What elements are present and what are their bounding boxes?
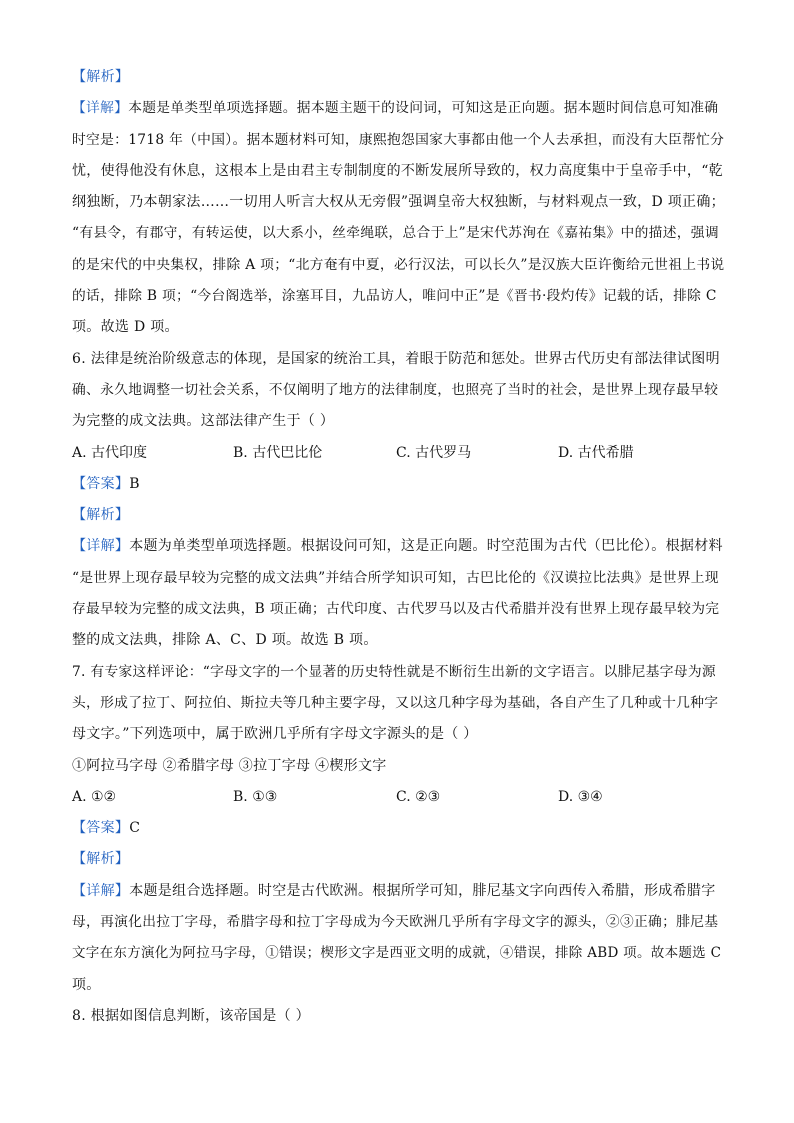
question-items: ①阿拉马字母 ②希腊字母 ③拉丁字母 ④楔形文字	[72, 757, 387, 774]
detail-line: 的话，排除 B 项；“今台阁选举，涂塞耳目，九品访人，唯问中正”是《晋书·段灼传》记载的话，排除 C	[72, 288, 717, 305]
detail-line: 的是宋代的中央集权，排除 A 项；“北方奄有中夏，必行汉法，可以长久”是汉族大臣许衡给元世祖上书说	[72, 256, 725, 273]
option-d: D. 古代希腊	[558, 444, 634, 461]
analysis-tag: 【解析】	[72, 507, 130, 524]
option-c: C. ②③	[396, 788, 441, 805]
analysis-tag: 【解析】	[72, 851, 130, 868]
detail-line: 忧，使得他没有休息，这根本上是由君主专制制度的不断发展所导致的，权力高度集中于皇帝手中，“乾	[72, 162, 723, 179]
detail-line: 存最早较为完整的成文法典，B 项正确；古代印度、古代罗马以及古代希腊并没有世界上现存最早较为完	[72, 601, 720, 618]
answer-line	[72, 469, 722, 500]
analysis-tag: 【解析】	[72, 69, 130, 85]
analysis-heading	[72, 62, 722, 93]
answer-line	[72, 813, 722, 844]
question-stem: 为完整的成文法典。这部法律产生于（ ）	[72, 413, 335, 430]
detail-line: 【详解】本题为单类型单项选择题。根据设问可知，这是正向题。时空范围为古代（巴比伦）。根据材料	[72, 538, 723, 555]
detail-line: 【详解】本题是单类型单项选择题。据本题主题干的设问词，可知这是正向题。据本题时间信息可知准确	[72, 100, 719, 117]
option-b: B. ①③	[233, 788, 278, 805]
options-row	[72, 438, 722, 469]
analysis-heading	[72, 844, 722, 875]
answer-value: B	[129, 475, 140, 492]
question-stem: 7. 有专家这样评论：“字母文字的一个显著的历史特性就是不断衍生出新的文字语言。以腓尼基字母为源	[72, 663, 716, 680]
detail-line: 纲独断，乃本朝家法……一切用人听言大权从无旁假”强调皇帝大权独断，与材料观点一致，D 项正确；	[72, 194, 725, 211]
option-d: D. ③④	[558, 788, 603, 805]
question-stem: 头，形成了拉丁、阿拉伯、斯拉夫等几种主要字母，又以这几种字母为基础，各自产生了几种或十几种字	[72, 694, 719, 711]
detail-line: 项。故选 D 项。	[72, 319, 179, 336]
option-c: C. 古代罗马	[396, 444, 472, 461]
answer-tag: 【答案】	[72, 820, 130, 837]
detail-line: 母，再演化出拉丁字母，希腊字母和拉丁字母成为今天欧洲几乎所有字母文字的源头，②③正确；腓尼基	[72, 914, 719, 931]
detail-tag: 【详解】	[72, 100, 129, 117]
question-stem: 母文字。”下列选项中，属于欧洲几乎所有字母文字源头的是（ ）	[72, 726, 478, 743]
detail-line: 整的成文法典，排除 A、C、D 项。故选 B 项。	[72, 632, 378, 649]
analysis-heading	[72, 500, 722, 531]
answer-value: C	[129, 820, 141, 837]
detail-tag: 【详解】	[72, 882, 130, 899]
answer-tag: 【答案】	[72, 475, 130, 492]
document-page	[72, 62, 725, 1032]
detail-line: 项。	[72, 976, 101, 993]
detail-line: 【详解】本题是组合选择题。时空是古代欧洲。根据所学可知，腓尼基文字向西传入希腊，形成希腊字	[72, 882, 716, 899]
question-stem: 确、永久地调整一切社会关系，不仅阐明了地方的法律制度，也照亮了当时的社会，是世界上现存最早较	[72, 381, 719, 398]
options-row	[72, 782, 722, 813]
detail-line: 文字在东方演化为阿拉马字母，①错误；楔形文字是西亚文明的成就，④错误，排除 ABD 项。故本题选 C	[72, 945, 722, 962]
option-b: B. 古代巴比伦	[233, 444, 323, 461]
question-stem: 8. 根据如图信息判断，该帝国是（ ）	[72, 1007, 310, 1024]
detail-tag: 【详解】	[72, 538, 130, 555]
option-a: A. ①②	[72, 788, 117, 805]
detail-line: “有县令，有郡守，有转运使，以大系小，丝牵绳联，总合于上”是宋代苏洵在《嘉祐集》中的描述，强调	[72, 225, 719, 242]
detail-line: “是世界上现存最早较为完整的成文法典”并结合所学知识可知，古巴比伦的《汉谟拉比法典》是世界上现	[72, 569, 719, 586]
question-stem: 6. 法律是统治阶级意志的体现，是国家的统治工具，着眼于防范和惩处。世界古代历史有部法律试图明	[72, 350, 720, 367]
option-a: A. 古代印度	[72, 444, 148, 461]
detail-line: 时空是：1718 年（中国）。据本题材料可知，康熙抱怨国家大事都由他一个人去承担，而没有大臣帮忙分	[72, 131, 725, 148]
